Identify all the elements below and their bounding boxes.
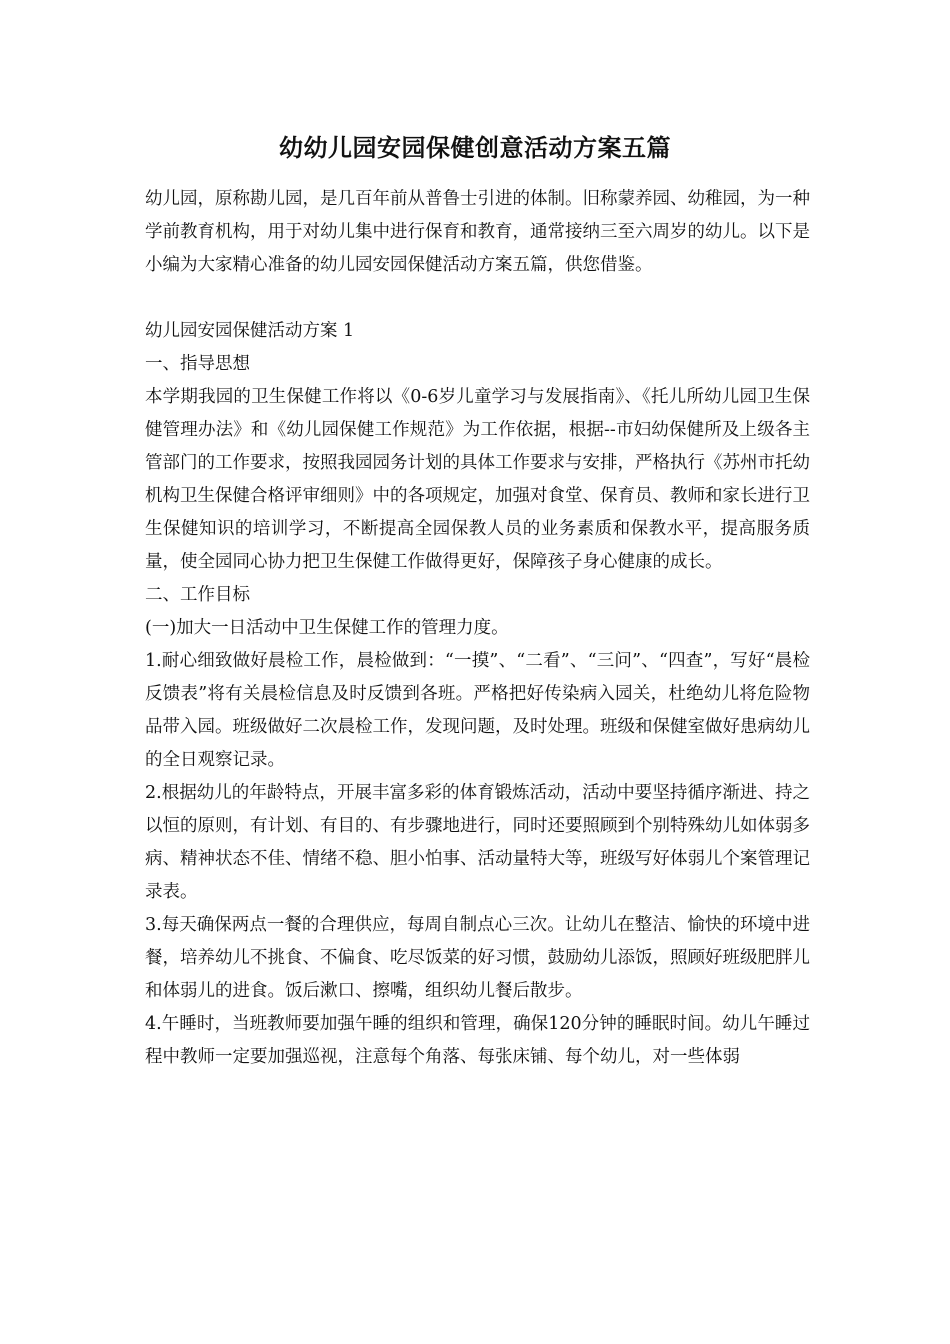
heading-work-goals: 二、工作目标 xyxy=(145,585,250,605)
blank-line xyxy=(145,282,810,315)
intro-paragraph: 幼儿园，原称勘儿园，是几百年前从普鲁士引进的体制。旧称蒙养园、幼稚园，为一种学前教育机构，用于对幼儿集中进行保育和教育，通常接纳三至六周岁的幼儿。以下是小编为大家精心准备的幼儿园安园保健活动方案五篇，供您借鉴。 xyxy=(145,189,810,275)
list-item-nap-time: 4.午睡时，当班教师要加强午睡的组织和管理，确保120分钟的睡眠时间。幼儿午睡过程中教师一定要加强巡视，注意每个角落、每张床铺、每个幼儿，对一些体弱 xyxy=(145,1014,810,1067)
document-body xyxy=(145,183,810,1074)
list-item-morning-check: 1.耐心细致做好晨检工作，晨检做到：“一摸”、“二看”、“三问”、“四查”，写好“晨检反馈表”将有关晨检信息及时反馈到各班。严格把好传染病入园关，杜绝幼儿将危险物品带入园。班级做好二次晨检工作，发现问题，及时处理。班级和保健室做好患病幼儿的全日观察记录。 xyxy=(145,651,810,770)
list-item-meals: 3.每天确保两点一餐的合理供应，每周自制点心三次。让幼儿在整洁、愉快的环境中进餐，培养幼儿不挑食、不偏食、吃尽饭菜的好习惯，鼓励幼儿添饭，照顾好班级肥胖儿和体弱儿的进食。饭后漱口、擦嘴，组织幼儿餐后散步。 xyxy=(145,915,810,1001)
list-item-physical-exercise: 2.根据幼儿的年龄特点，开展丰富多彩的体育锻炼活动，活动中要坚持循序渐进、持之以恒的原则，有计划、有目的、有步骤地进行，同时还要照顾到个别特殊幼儿如体弱多病、精神状态不佳、情绪不稳、胆小怕事、活动量特大等，班级写好体弱儿个案管理记录表。 xyxy=(145,783,810,902)
paragraph-guiding-principle: 本学期我园的卫生保健工作将以《0-6岁儿童学习与发展指南》、《托儿所幼儿园卫生保健管理办法》和《幼儿园保健工作规范》为工作依据，根据--市妇幼保健所及上级各主管部门的工作要求，按照我园园务计划的具体工作要求与安排，严格执行《苏州市托幼机构卫生保健合格评审细则》中的各项规定，加强对食堂、保育员、教师和家长进行卫生保健知识的培训学习，不断提高全园保教人员的业务素质和保教水平，提高服务质量，使全园同心协力把卫生保健工作做得更好，保障孩子身心健康的成长。 xyxy=(145,387,810,572)
document-title: 幼幼儿园安园保健创意活动方案五篇 xyxy=(279,133,671,162)
sub-heading-daily-management: (一)加大一日活动中卫生保健工作的管理力度。 xyxy=(145,618,509,638)
heading-guiding-principle: 一、指导思想 xyxy=(145,354,250,374)
section-title: 幼儿园安园保健活动方案 1 xyxy=(145,321,355,341)
